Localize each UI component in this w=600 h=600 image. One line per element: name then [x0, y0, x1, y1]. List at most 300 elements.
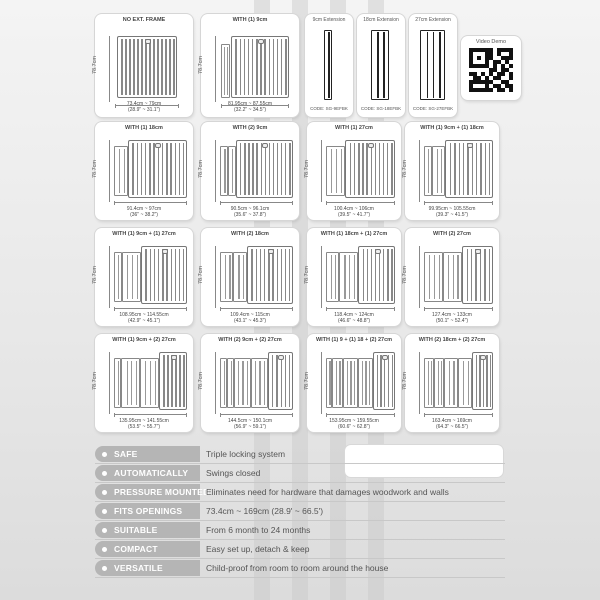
feature-label: COMPACT: [114, 544, 158, 554]
card-title: WITH (2) 9cm + (2) 27cm: [218, 337, 282, 343]
height-label: 78.7cm: [92, 55, 99, 75]
extension-bar: [127, 255, 128, 299]
qr-code-icon[interactable]: [469, 48, 513, 92]
extension-illustration: [221, 44, 230, 98]
extension-bar: [339, 361, 340, 405]
feature-value: Easy set up, detach & keep: [206, 544, 310, 554]
gate-bar: [244, 143, 245, 195]
dimension-inch: (39.3" ~ 41.5"): [435, 212, 469, 218]
extension-bar: [131, 361, 132, 405]
height-dimension-line: [215, 246, 216, 308]
gate-bar: [265, 143, 266, 195]
bullet-icon: [102, 547, 107, 552]
extension-illustration: [443, 252, 462, 302]
card-title: WITH (1) 9cm + (1) 18cm: [420, 125, 484, 131]
extension-18cm-illustration: [371, 30, 389, 100]
gate-bar: [256, 39, 257, 95]
gate-bar: [235, 39, 236, 95]
height-label: 78.7cm: [198, 371, 205, 391]
extension-bar: [259, 361, 260, 405]
extension-bar: [453, 361, 454, 405]
gate-bar: [153, 39, 154, 95]
extension-bar: [238, 255, 239, 299]
extension-code: CODE: SG-18EFBK: [360, 106, 402, 111]
gate-bar: [132, 143, 133, 195]
gate-bar: [281, 39, 282, 95]
card-title: WITH (2) 27cm: [433, 231, 471, 237]
extension-bar: [255, 361, 256, 405]
extension-illustration: [432, 146, 446, 196]
feature-value: 73.4cm ~ 169cm (28.9' ~ 66.5'): [206, 506, 324, 516]
extension-illustration: [114, 358, 121, 408]
height-label: 78.7cm: [402, 265, 409, 285]
gate-bar: [489, 143, 490, 195]
gate-bar: [391, 143, 392, 195]
extension-bar: [132, 255, 133, 299]
card-title: WITH (2) 18cm + (2) 27cm: [418, 337, 486, 343]
video-demo-card[interactable]: [461, 36, 521, 100]
dimension-cm: 163.4cm ~ 169cm: [432, 418, 472, 424]
gate-bar: [285, 249, 286, 301]
extension-bar: [441, 149, 442, 193]
dimension-cm: 90.5cm ~ 96.1cm: [230, 206, 270, 212]
gate-bar: [486, 355, 487, 407]
gate-bar: [260, 249, 261, 301]
feature-label: SUITABLE: [114, 525, 158, 535]
latch-icon: [475, 249, 481, 254]
gate-bar: [281, 355, 282, 407]
extension-illustration: [140, 358, 159, 408]
dimension-text: [95, 312, 193, 324]
gate-bar: [154, 249, 155, 301]
dimension-inch: (39.5" ~ 41.7"): [337, 212, 371, 218]
extension-bar: [224, 361, 225, 405]
gate-bar: [387, 143, 388, 195]
gate-bar: [383, 143, 384, 195]
gate-card: [304, 228, 401, 326]
gate-bar: [485, 143, 486, 195]
gate-bar: [375, 143, 376, 195]
dimension-cm: 99.95cm ~ 105.55cm: [428, 206, 476, 212]
gate-illustration: [268, 352, 293, 410]
gate-bar: [175, 355, 176, 407]
gate-illustration: [159, 352, 187, 410]
feature-row: [95, 446, 505, 462]
gate-bar: [475, 249, 476, 301]
dimension-inch: (42.9" ~ 45.1"): [127, 318, 161, 324]
gate-illustration: [247, 246, 293, 304]
extension-card: [357, 14, 405, 117]
extension-illustration: [251, 358, 268, 408]
card-title: WITH (1) 18cm + (1) 27cm: [320, 231, 388, 237]
gate-bar: [179, 355, 180, 407]
feature-value: Eliminates need for hardware that damages woodwork and walls: [206, 487, 449, 497]
gate-bar: [289, 249, 290, 301]
gate-bar: [145, 249, 146, 301]
width-dimension-line: [114, 414, 187, 415]
bullet-icon: [102, 528, 107, 533]
dimension-inch: (36" ~ 38.2"): [130, 212, 158, 218]
feature-value: From 6 month to 24 months: [206, 525, 311, 535]
gate-bar: [377, 32, 379, 98]
extension-bar: [242, 361, 243, 405]
gate-bar: [383, 249, 384, 301]
latch-icon: [268, 249, 274, 254]
feature-pill: [95, 522, 200, 538]
height-dimension-line: [321, 352, 322, 414]
gate-bar: [125, 39, 126, 95]
feature-label: VERSATILE: [114, 563, 163, 573]
extension-illustration: [233, 252, 246, 302]
extension-bar: [127, 361, 128, 405]
dimension-text: [201, 418, 299, 430]
extension-bar: [429, 255, 430, 299]
height-label: 78.7cm: [304, 265, 311, 285]
extension-bar: [369, 361, 370, 405]
dimension-inch: (53.5" ~ 55.7"): [127, 424, 161, 430]
gate-bar: [264, 39, 265, 95]
height-label: 78.7cm: [92, 265, 99, 285]
height-label: 78.7cm: [198, 159, 205, 179]
gate-bar: [129, 39, 130, 95]
gate-bar: [289, 143, 290, 195]
extension-bar: [354, 361, 355, 405]
gate-bar: [377, 355, 378, 407]
dimension-cm: 118.4cm ~ 124cm: [334, 312, 374, 318]
extension-9cm-illustration: [324, 30, 332, 100]
dimension-text: [307, 312, 401, 324]
feature-pill: [95, 484, 210, 500]
height-dimension-line: [419, 352, 420, 414]
feature-row: [95, 465, 505, 481]
gate-illustration: [231, 36, 289, 98]
feature-divider: [95, 539, 505, 540]
extension-bar: [344, 255, 345, 299]
gate-bar: [433, 32, 435, 98]
dimension-text: [95, 206, 193, 218]
gate-bar: [483, 355, 484, 407]
gate-bar: [277, 39, 278, 95]
extension-illustration: [424, 146, 432, 196]
gate-illustration: [358, 246, 395, 304]
extension-illustration: [424, 252, 443, 302]
width-dimension-line: [326, 308, 395, 309]
gate-bar: [362, 143, 363, 195]
gate-bar: [171, 355, 172, 407]
extension-illustration: [434, 358, 444, 408]
gate-bar: [166, 143, 167, 195]
gate-bar: [285, 355, 286, 407]
gate-bar: [391, 249, 392, 301]
extension-bar: [238, 361, 239, 405]
qr-module: [509, 88, 513, 92]
dimension-cm: 100.4cm ~ 106cm: [334, 206, 374, 212]
gate-bar: [227, 47, 228, 95]
extension-illustration: [458, 358, 472, 408]
gate-bar: [463, 143, 464, 195]
dimension-cm: 144.5cm ~ 150.1cm: [227, 418, 273, 424]
feature-divider: [95, 463, 505, 464]
gate-card: [402, 334, 499, 432]
gate-bar: [471, 249, 472, 301]
dimension-text: [95, 418, 193, 430]
extension-bar: [335, 255, 336, 299]
extension-code: CODE: SG-27EFBK: [412, 106, 454, 111]
feature-value: Child-proof from room to room around the house: [206, 563, 389, 573]
dimension-inch: (32.2" ~ 34.5"): [233, 107, 267, 113]
gate-bar: [490, 355, 491, 407]
gate-bar: [380, 355, 381, 407]
gate-bar: [277, 249, 278, 301]
dimension-inch: (35.6" ~ 37.8"): [233, 212, 267, 218]
gate-bar: [141, 39, 142, 95]
bullet-icon: [102, 566, 107, 571]
dimension-cm: 135.95cm ~ 141.55cm: [119, 418, 169, 424]
height-label: 78.7cm: [92, 371, 99, 391]
gate-bar: [289, 355, 290, 407]
latch-icon: [145, 39, 151, 44]
height-dimension-line: [109, 140, 110, 202]
height-dimension-line: [419, 246, 420, 308]
gate-bar: [269, 39, 270, 95]
gate-bar: [277, 143, 278, 195]
feature-pill: [95, 541, 200, 557]
extension-bar: [349, 255, 350, 299]
gate-bar: [379, 249, 380, 301]
gate-bar: [264, 249, 265, 301]
extension-illustration: [444, 358, 458, 408]
gate-card: [92, 334, 193, 432]
gate-bar: [175, 249, 176, 301]
extension-label: 18cm Extension: [363, 17, 399, 23]
gate-bar: [276, 355, 277, 407]
feature-divider: [95, 482, 505, 483]
card-title: NO EXT. FRAME: [122, 17, 166, 23]
bullet-icon: [102, 471, 107, 476]
gate-card: [198, 14, 299, 117]
width-dimension-line: [114, 202, 187, 203]
latch-icon: [382, 355, 388, 360]
gate-bar: [272, 249, 273, 301]
extension-bar: [232, 149, 233, 193]
feature-row: [95, 503, 505, 519]
extension-bar: [336, 149, 337, 193]
gate-bar: [158, 143, 159, 195]
gate-illustration: [373, 352, 396, 410]
gate-bar: [153, 143, 154, 195]
extension-bar: [449, 361, 450, 405]
gate-illustration: [236, 140, 293, 198]
extension-illustration: [114, 252, 122, 302]
extension-bar: [137, 255, 138, 299]
width-dimension-line: [424, 308, 493, 309]
dimension-cm: 153.95cm ~ 159.55cm: [329, 418, 379, 424]
gate-bar: [467, 143, 468, 195]
gate-bar: [384, 355, 385, 407]
gate-bar: [256, 249, 257, 301]
extension-bar: [124, 149, 125, 193]
gate-bar: [358, 143, 359, 195]
gate-card: [92, 122, 193, 220]
gate-bar: [162, 249, 163, 301]
gate-bar: [244, 39, 245, 95]
gate-bar: [379, 143, 380, 195]
extension-bar: [118, 361, 119, 405]
card-title: WITH (1) 9cm + (1) 27cm: [112, 231, 176, 237]
extension-illustration: [332, 358, 343, 408]
extension-bar: [463, 361, 464, 405]
gate-bar: [354, 143, 355, 195]
extension-illustration: [326, 146, 345, 196]
feature-label: PRESSURE MOUNTED: [114, 487, 210, 497]
gate-card: [402, 122, 499, 220]
gate-bar: [273, 143, 274, 195]
bullet-icon: [102, 490, 107, 495]
feature-divider: [95, 520, 505, 521]
gate-bar: [392, 355, 393, 407]
height-label: 78.7cm: [198, 265, 205, 285]
extension-illustration: [339, 252, 358, 302]
gate-bar: [328, 32, 330, 98]
gate-illustration: [445, 140, 493, 198]
latch-icon: [171, 355, 177, 360]
latch-icon: [258, 39, 264, 44]
gate-bar: [165, 39, 166, 95]
gate-bar: [472, 143, 473, 195]
dimension-inch: (50.1" ~ 52.4"): [435, 318, 469, 324]
extension-bar: [434, 255, 435, 299]
extension-bar: [468, 361, 469, 405]
gate-bar: [281, 249, 282, 301]
gate-illustration: [345, 140, 395, 198]
extension-bar: [341, 149, 342, 193]
gate-bar: [268, 249, 269, 301]
extension-bar: [118, 255, 119, 299]
height-label: 78.7cm: [198, 55, 205, 75]
extension-bar: [224, 149, 225, 193]
gate-illustration: [128, 140, 187, 198]
gate-bar: [137, 143, 138, 195]
gate-bar: [363, 249, 364, 301]
gate-bar: [285, 39, 286, 95]
dimension-text: [307, 206, 401, 218]
gate-bar: [467, 249, 468, 301]
extension-illustration: [121, 358, 140, 408]
extension-bar: [350, 361, 351, 405]
dimension-text: [405, 312, 499, 324]
extension-illustration: [220, 358, 227, 408]
gate-bar: [484, 249, 485, 301]
extension-bar: [247, 361, 248, 405]
extension-illustration: [326, 252, 339, 302]
extension-illustration: [220, 252, 233, 302]
latch-icon: [375, 249, 381, 254]
gate-bar: [240, 39, 241, 95]
extension-bar: [331, 149, 332, 193]
gate-bar: [141, 143, 142, 195]
extension-bar: [243, 255, 244, 299]
gate-bar: [167, 355, 168, 407]
height-dimension-line: [321, 140, 322, 202]
gate-bar: [149, 143, 150, 195]
gate-bar: [480, 143, 481, 195]
dimension-cm: 73.4cm ~ 79cm: [126, 101, 162, 107]
dimension-inch: (60.6" ~ 62.8"): [337, 424, 371, 430]
gate-bar: [162, 143, 163, 195]
gate-bar: [269, 143, 270, 195]
gate-bar: [252, 143, 253, 195]
dimension-cm: 109.4cm ~ 115cm: [230, 312, 270, 318]
feature-divider: [95, 501, 505, 502]
gate-bar: [133, 39, 134, 95]
gate-bar: [183, 143, 184, 195]
gate-bar: [252, 39, 253, 95]
latch-icon: [278, 355, 284, 360]
extension-bar: [229, 255, 230, 299]
height-dimension-line: [109, 352, 110, 414]
gate-bar: [171, 249, 172, 301]
latch-icon: [155, 143, 161, 148]
dimension-inch: (64.3" ~ 66.5"): [435, 424, 469, 430]
extension-bar: [453, 255, 454, 299]
extension-bar: [431, 361, 432, 405]
latch-icon: [162, 249, 168, 254]
extension-illustration: [358, 358, 373, 408]
gate-card: [198, 228, 299, 326]
dimension-text: [201, 312, 299, 324]
dimension-cm: 91.4cm ~ 97cm: [126, 206, 162, 212]
gate-illustration: [141, 246, 187, 304]
extension-bar: [365, 361, 366, 405]
card-title: WITH (2) 9cm: [232, 125, 268, 131]
gate-bar: [388, 355, 389, 407]
extension-bar: [354, 255, 355, 299]
dimension-inch: (43.1" ~ 45.3"): [233, 318, 267, 324]
extension-bar: [264, 361, 265, 405]
gate-bar: [256, 143, 257, 195]
gate-bar: [459, 143, 460, 195]
gate-bar: [251, 249, 252, 301]
gate-bar: [480, 249, 481, 301]
gate-bar: [173, 39, 174, 95]
gate-bar: [260, 39, 261, 95]
height-dimension-line: [215, 140, 216, 202]
gate-illustration: [472, 352, 493, 410]
card-title: WITH (2) 18cm: [231, 231, 269, 237]
gate-bar: [163, 355, 164, 407]
dimension-inch: (56.9" ~ 59.1"): [233, 424, 267, 430]
feature-value: Swings closed: [206, 468, 261, 478]
height-label: 78.7cm: [402, 159, 409, 179]
gate-bar: [350, 143, 351, 195]
gate-card: [304, 334, 401, 432]
dimension-cm: 81.95cm ~ 87.55cm: [227, 101, 273, 107]
extension-illustration: [343, 358, 358, 408]
gate-card: [304, 122, 401, 220]
height-dimension-line: [109, 246, 110, 308]
gate-bar: [375, 249, 376, 301]
card-title: WITH (1) 9 + (1) 18 + (2) 27cm: [315, 337, 393, 343]
gate-bar: [261, 143, 262, 195]
gate-bar: [454, 143, 455, 195]
bullet-icon: [102, 509, 107, 514]
extension-illustration: [234, 358, 251, 408]
feature-row: [95, 484, 505, 500]
extension-label: 27cm Extension: [415, 17, 451, 23]
dimension-text: [405, 206, 499, 218]
gate-bar: [476, 143, 477, 195]
extension-bar: [119, 149, 120, 193]
